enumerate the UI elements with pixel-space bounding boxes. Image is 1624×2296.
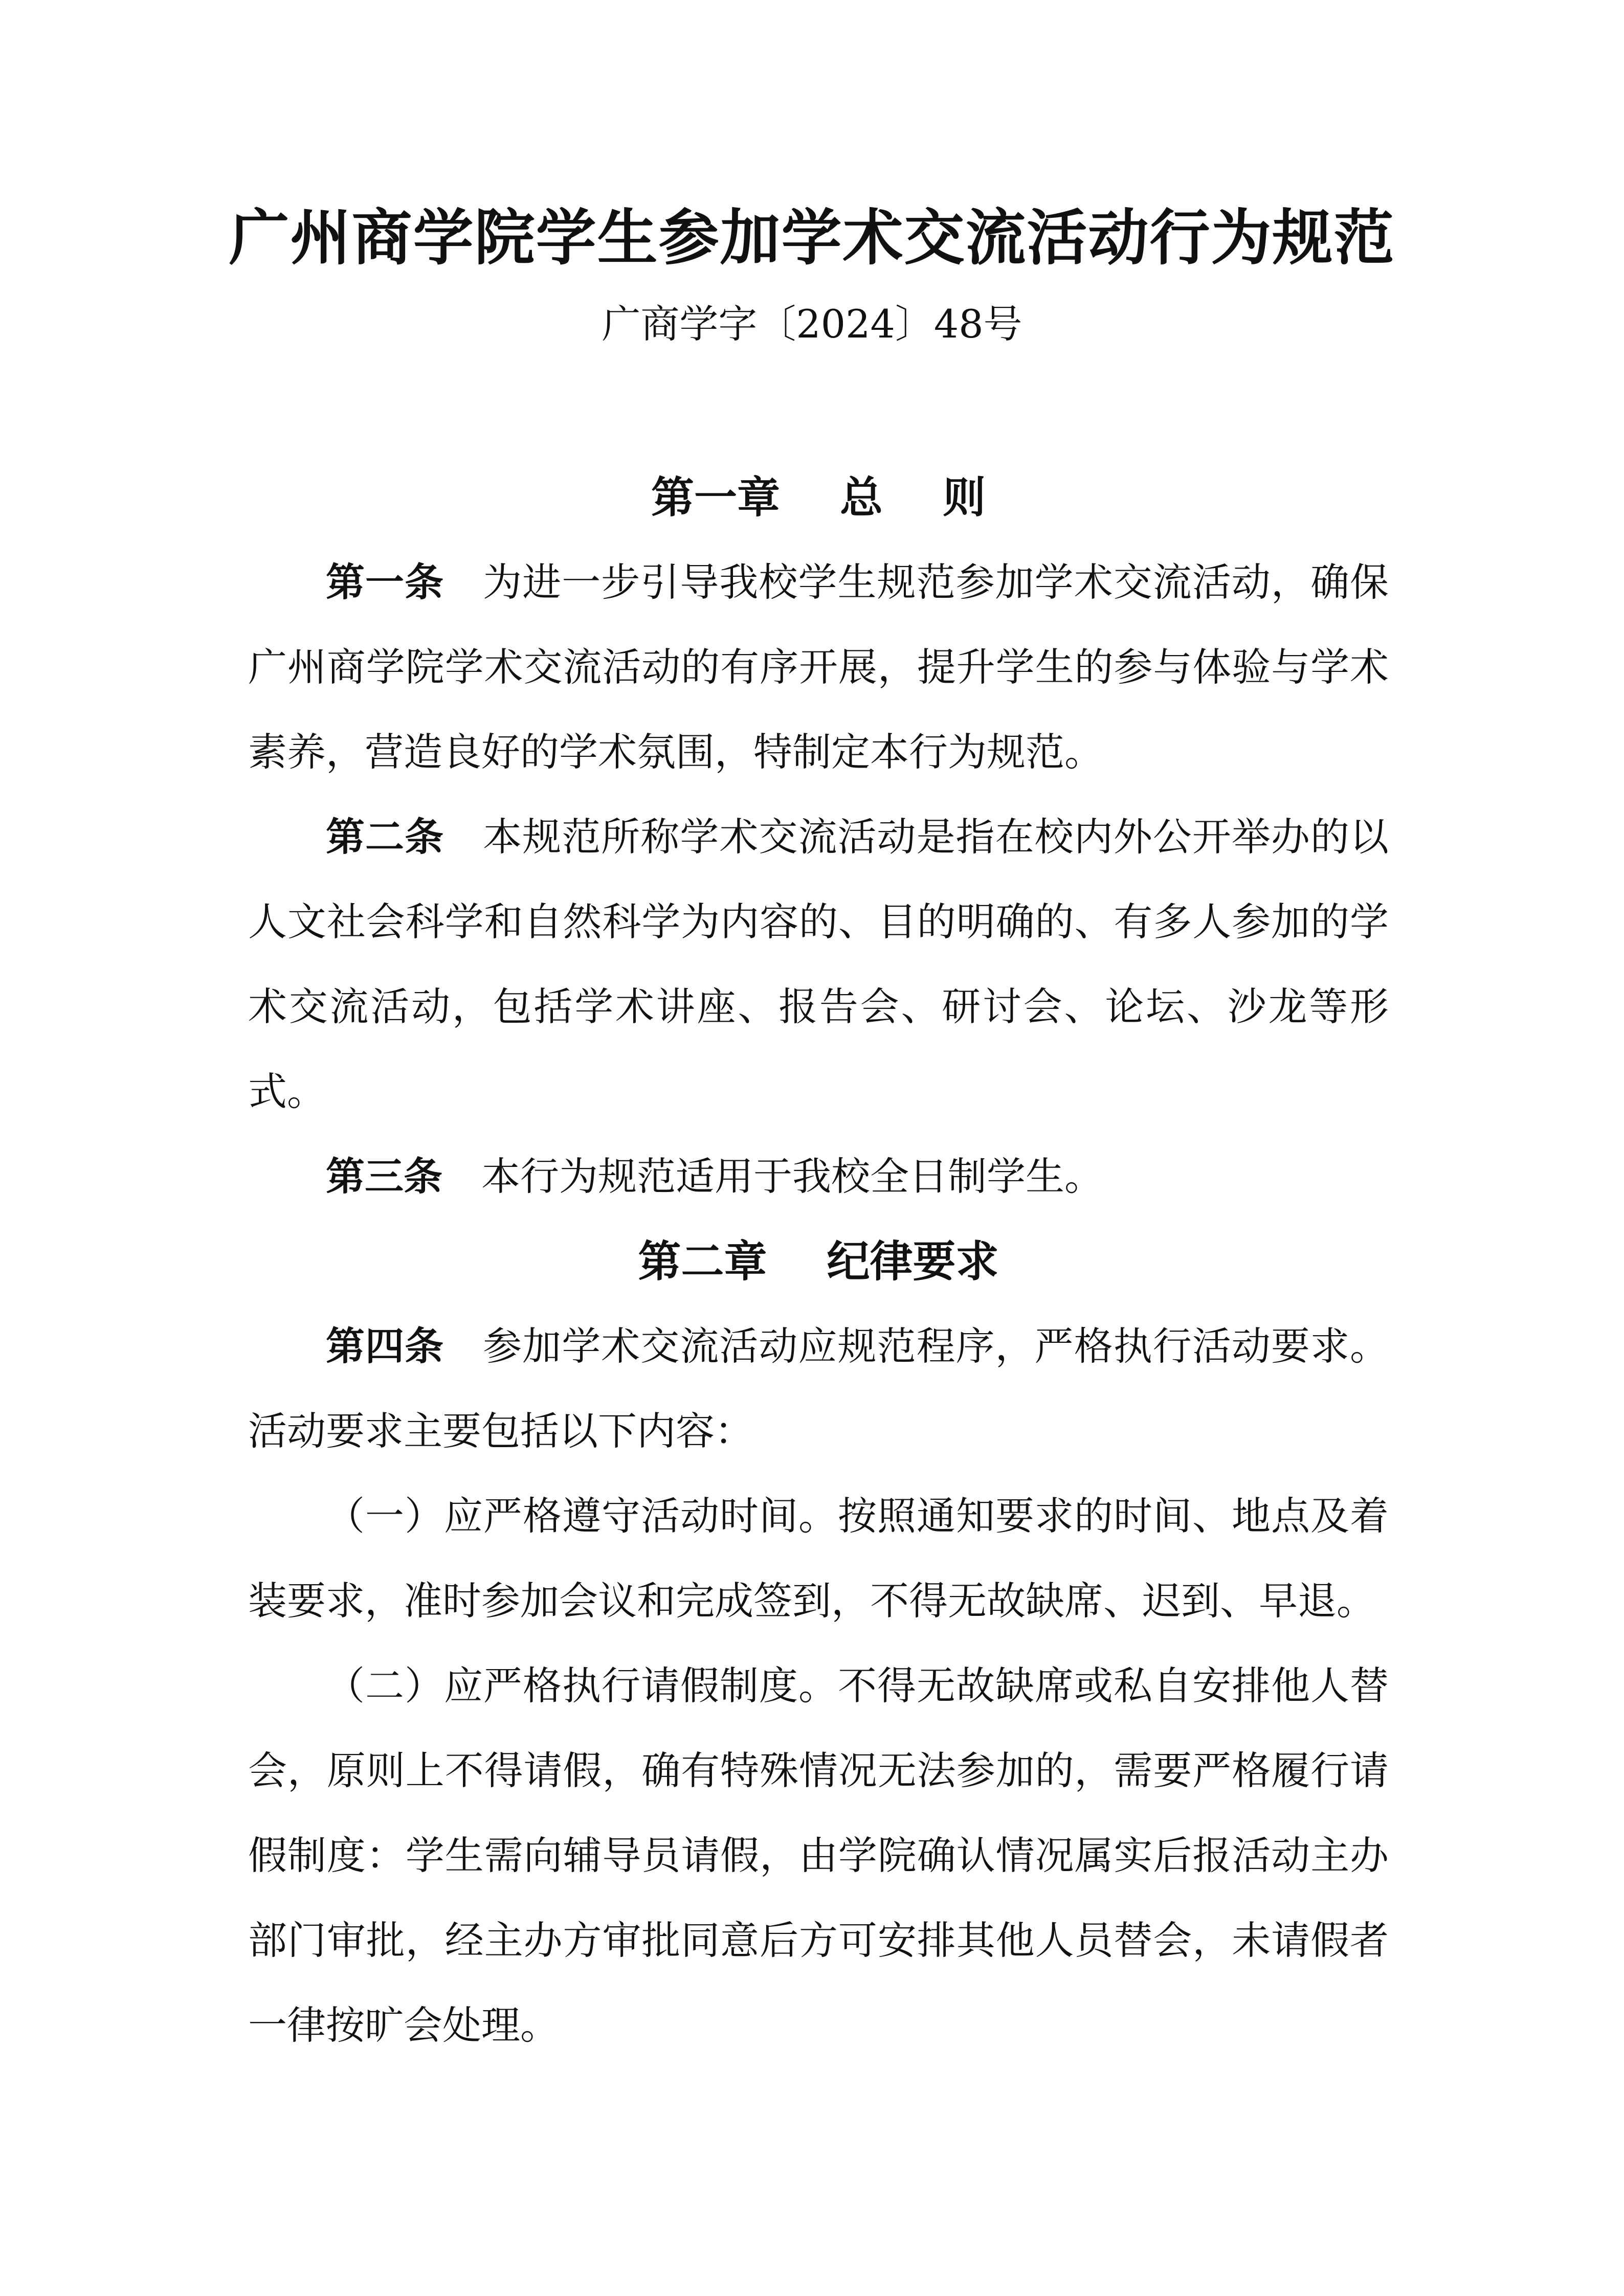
article-paragraph bbox=[248, 1304, 1389, 1474]
document-title: 广州商学院学生参加学术交流活动行为规范 bbox=[229, 202, 1395, 273]
article-text: 参加学术交流活动应规范程序，严格执行活动要求。活动要求主要包括以下内容： bbox=[248, 1323, 1389, 1454]
article-label: 第三条 bbox=[326, 1154, 442, 1199]
document-body bbox=[248, 455, 1389, 2068]
list-item: （一）应严格遵守活动时间。按照通知要求的时间、地点及着装要求，准时参加会议和完成签到，不得无故缺席、迟到、早退。 bbox=[248, 1493, 1389, 1624]
article-label: 第一条 bbox=[326, 559, 444, 605]
article-paragraph bbox=[248, 1134, 1389, 1219]
article-paragraph bbox=[248, 795, 1389, 1134]
chapter-heading: 第二章 纪律要求 bbox=[638, 1236, 999, 1287]
list-item: （二）应严格执行请假制度。不得无故缺席或私自安排他人替会，原则上不得请假，确有特殊情况无法参加的，需要严格履行请假制度：学生需向辅导员请假，由学院确认情况属实后报活动主办部门审批，经主办方审批同意后方可安排其他人员替会，未请假者一律按旷会处理。 bbox=[248, 1663, 1389, 2048]
chapter-heading: 第一章 总 则 bbox=[651, 472, 986, 523]
article-label: 第二条 bbox=[326, 814, 444, 860]
article-paragraph bbox=[248, 540, 1389, 795]
article-label: 第四条 bbox=[326, 1323, 444, 1369]
article-text: 本行为规范适用于我校全日制学生。 bbox=[481, 1154, 1103, 1199]
article-text: 本规范所称学术交流活动是指在校内外公开举办的以人文社会科学和自然科学为内容的、目的明确的、有多人参加的学术交流活动，包括学术讲座、报告会、研讨会、论坛、沙龙等形式。 bbox=[248, 814, 1389, 1114]
article-text: 为进一步引导我校学生规范参加学术交流活动，确保广州商学院学术交流活动的有序开展，提升学生的参与体验与学术素养，营造良好的学术氛围，特制定本行为规范。 bbox=[248, 559, 1389, 775]
document-number: 广商学字〔2024〕48号 bbox=[602, 301, 1022, 347]
